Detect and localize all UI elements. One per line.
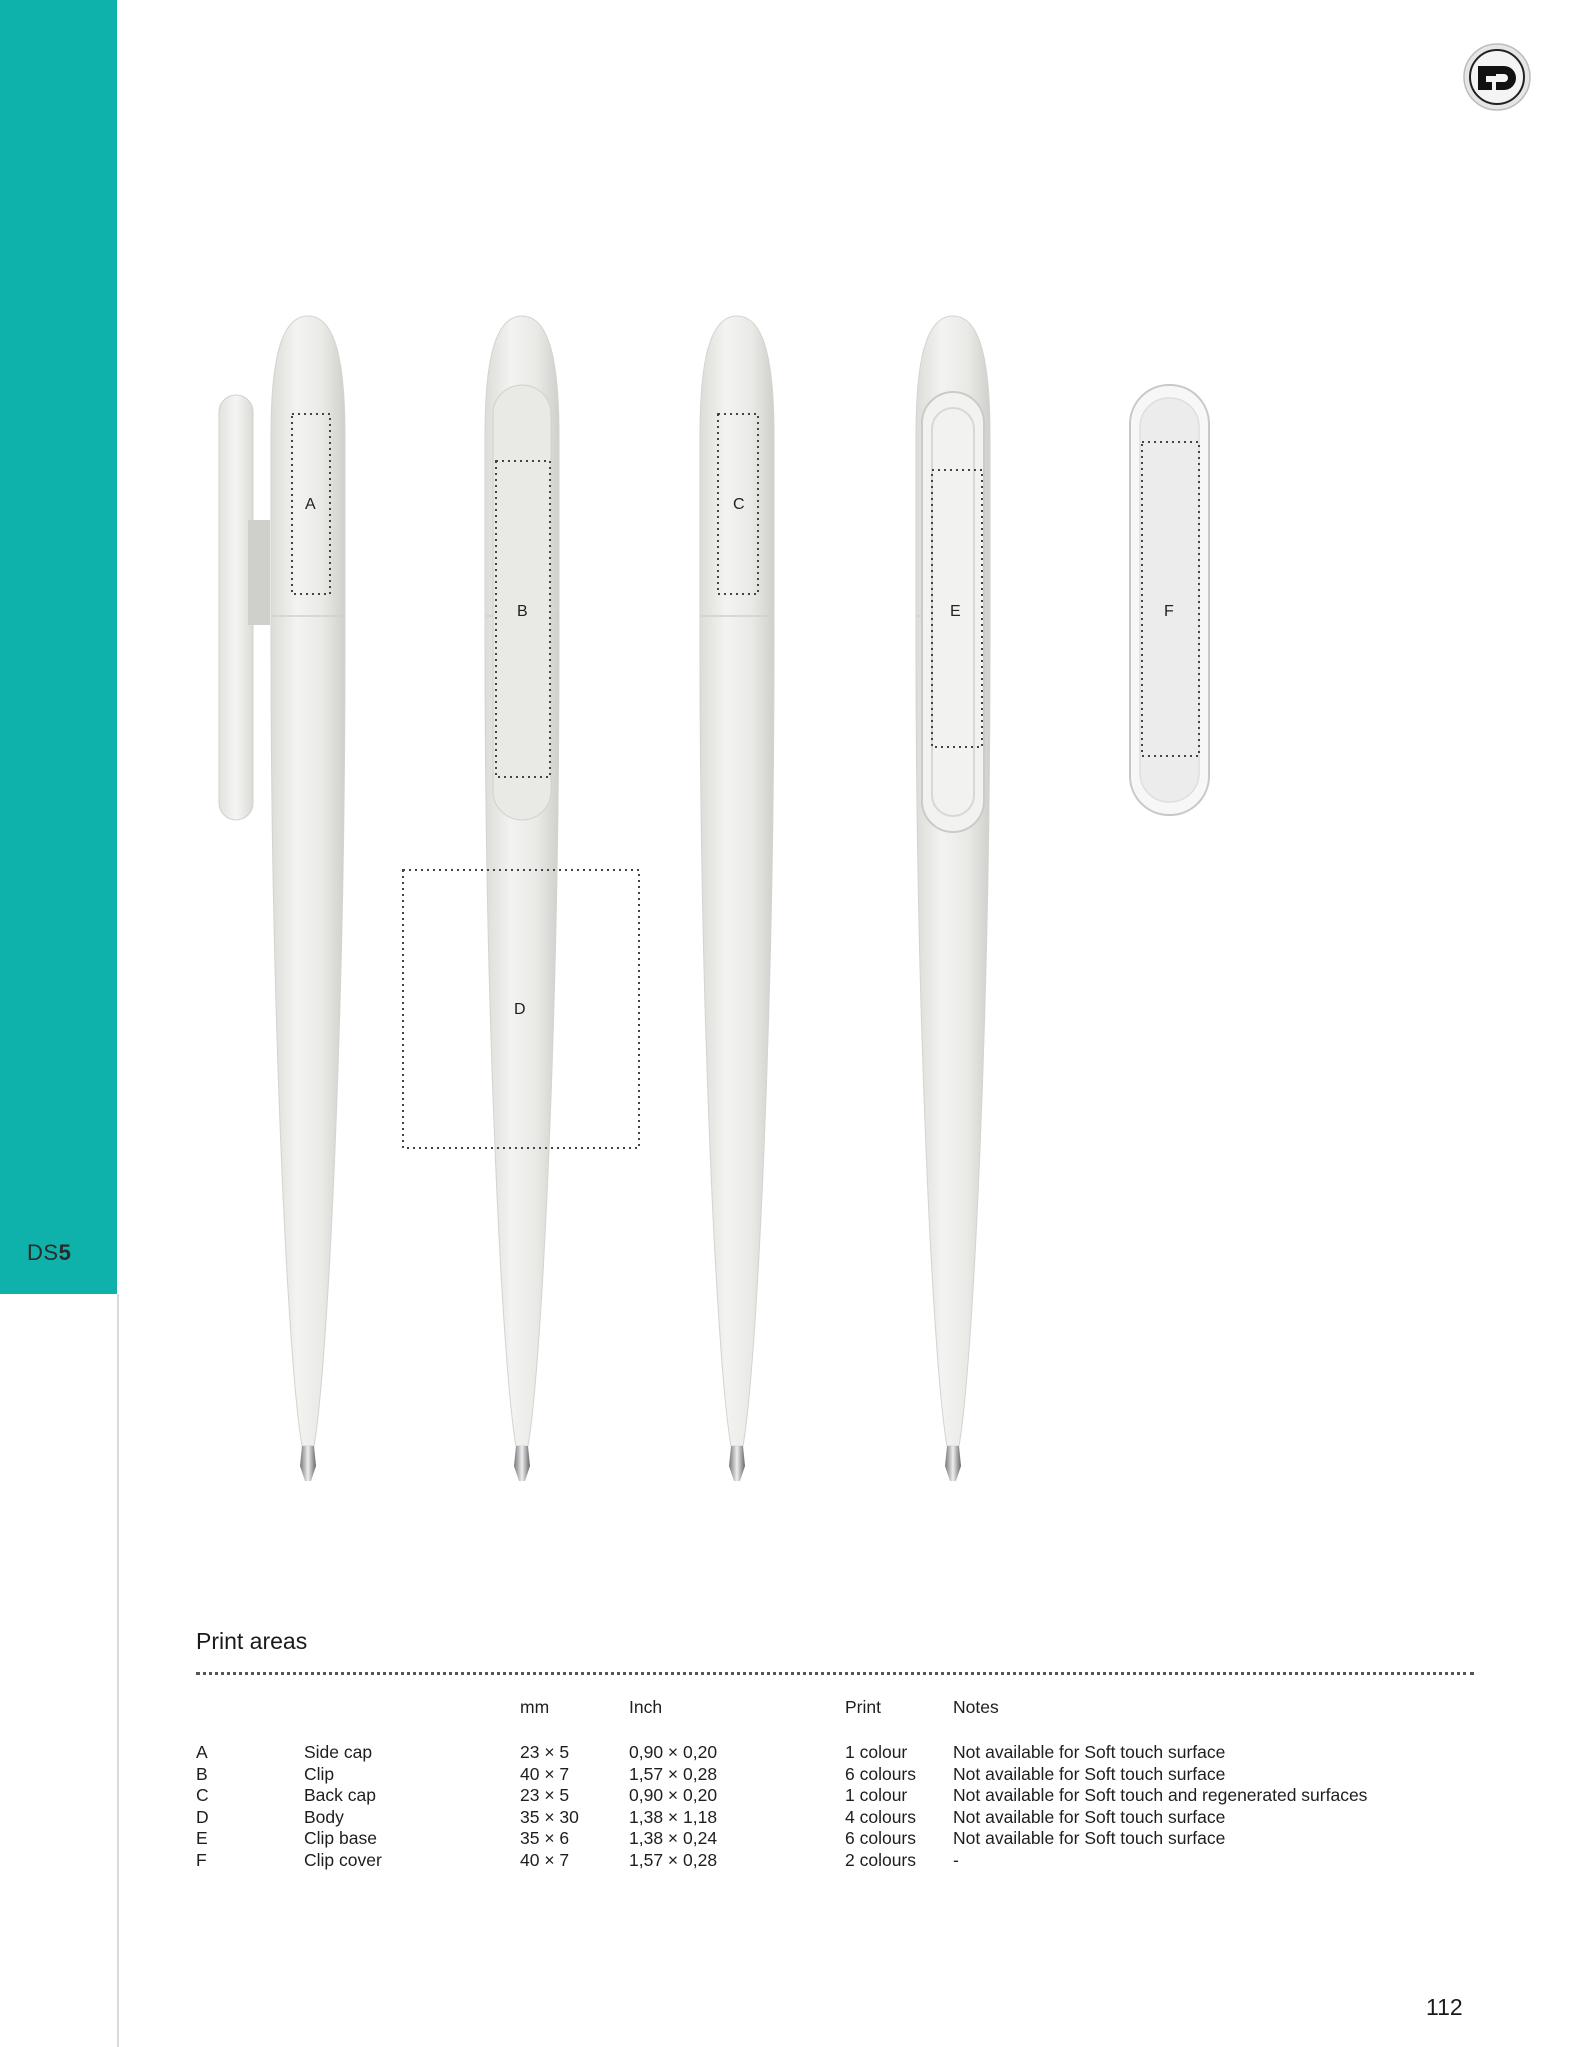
row-inch: 1,38 × 0,24	[629, 1828, 718, 1848]
row-notes: Not available for Soft touch surface	[953, 1763, 1226, 1784]
row-name: Clip cover	[304, 1849, 382, 1870]
row-inch: 1,38 × 1,18	[629, 1806, 718, 1827]
pen-e	[916, 316, 990, 1481]
row-inch: 1,57 × 0,28	[629, 1763, 718, 1784]
row-inch: 1,57 × 0,28	[629, 1849, 718, 1870]
section-title: Print areas	[196, 1628, 308, 1654]
page-number: 112	[1426, 1994, 1463, 2020]
row-notes: Not available for Soft touch and regenerated surfaces	[953, 1785, 1368, 1805]
area-label-b: B	[517, 603, 528, 620]
pen-c	[700, 316, 774, 1481]
row-print: 1 colour	[845, 1742, 908, 1762]
row-code: C	[196, 1785, 209, 1805]
section-divider	[196, 1672, 1474, 1675]
row-mm: 40 × 7	[520, 1849, 570, 1870]
row-name: Clip base	[304, 1828, 377, 1848]
column-header-notes: Notes	[953, 1697, 999, 1717]
row-print: 4 colours	[845, 1806, 917, 1827]
row-code: B	[196, 1763, 208, 1784]
column-header-inch: Inch	[629, 1697, 663, 1717]
row-notes: Not available for Soft touch surface	[953, 1742, 1226, 1762]
clip-cover-f	[1130, 385, 1209, 815]
row-notes: -	[953, 1849, 959, 1870]
model-prefix: DS	[27, 1240, 59, 1265]
row-code: E	[196, 1828, 208, 1848]
row-code: F	[196, 1849, 207, 1870]
row-print: 2 colours	[845, 1849, 917, 1870]
row-print: 6 colours	[845, 1828, 917, 1848]
area-label-e: E	[950, 603, 961, 620]
row-inch: 0,90 × 0,20	[629, 1785, 718, 1805]
row-notes: Not available for Soft touch surface	[953, 1806, 1226, 1827]
area-label-d: D	[514, 1001, 526, 1018]
row-mm: 23 × 5	[520, 1785, 570, 1805]
row-code: A	[196, 1742, 208, 1762]
row-mm: 40 × 7	[520, 1763, 570, 1784]
pen-b	[403, 316, 639, 1481]
row-print: 1 colour	[845, 1785, 908, 1805]
row-name: Body	[304, 1806, 344, 1827]
column-header-mm: mm	[520, 1697, 550, 1717]
row-code: D	[196, 1806, 209, 1827]
row-name: Back cap	[304, 1785, 376, 1805]
column-header-print: Print	[845, 1697, 881, 1717]
row-name: Clip	[304, 1763, 335, 1784]
row-print: 6 colours	[845, 1763, 917, 1784]
row-mm: 35 × 6	[520, 1828, 570, 1848]
row-mm: 35 × 30	[520, 1806, 579, 1827]
area-label-c: C	[733, 496, 745, 513]
model-number: 5	[58, 1240, 72, 1265]
area-label-f: F	[1164, 603, 1174, 620]
row-mm: 23 × 5	[520, 1742, 570, 1762]
row-name: Side cap	[304, 1742, 373, 1762]
row-inch: 0,90 × 0,20	[629, 1742, 718, 1762]
pen-a	[219, 316, 345, 1481]
area-label-a: A	[305, 496, 316, 513]
row-notes: Not available for Soft touch surface	[953, 1828, 1226, 1848]
